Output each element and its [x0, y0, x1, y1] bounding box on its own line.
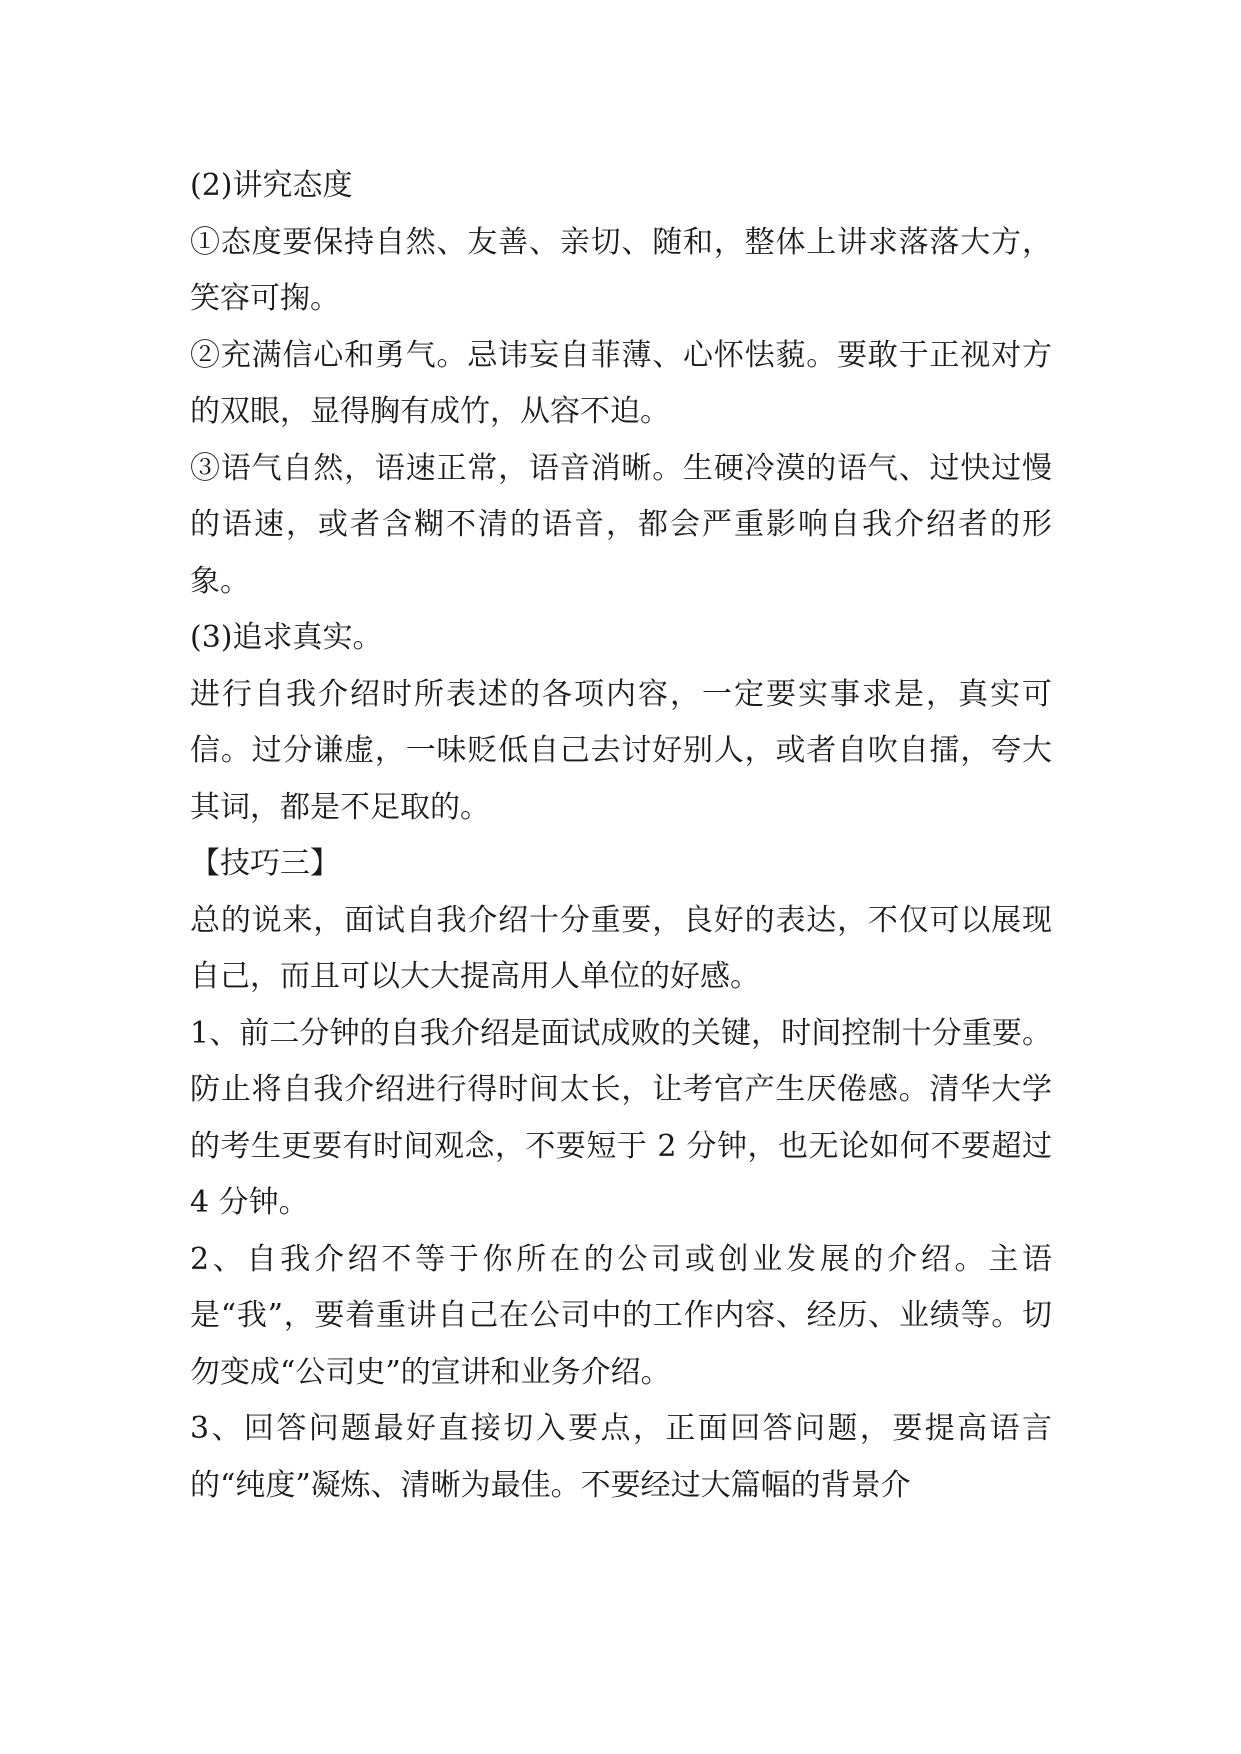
paragraph-attitude-2: ②充满信心和勇气。忌讳妄自菲薄、心怀怯藐。要敢于正视对方的双眼，显得胸有成竹，从容不迫。: [190, 337, 1052, 429]
paragraph-point-1: 1、前二分钟的自我介绍是面试成败的关键，时间控制十分重要。防止将自我介绍进行得时间太长，让考官产生厌倦感。清华大学的考生更要有时间观念，不要短于 2 分钟，也无论如何不要超过 4 分钟。: [190, 1015, 1052, 1220]
paragraph-attitude-1: ①态度要保持自然、友善、亲切、随和，整体上讲求落落大方，笑容可掬。: [190, 224, 1052, 316]
section-heading-tip-three: 【技巧三】: [190, 846, 340, 881]
document-body: [190, 158, 1052, 1514]
paragraph-attitude-3: ③语气自然，语速正常，语音消晰。生硬冷漠的语气、过快过慢的语速，或者含糊不清的语音，都会严重影响自我介绍者的形象。: [190, 450, 1052, 599]
paragraph-point-3: 3、回答问题最好直接切入要点，正面回答问题，要提高语言的“纯度”凝炼、清晰为最佳。不要经过大篇幅的背景介: [190, 1411, 1052, 1503]
section-heading-attitude: (2)讲究态度: [190, 168, 353, 203]
paragraph-point-2: 2、自我介绍不等于你所在的公司或创业发展的介绍。主语是“我”，要着重讲自己在公司中的工作内容、经历、业绩等。切勿变成“公司史”的宣讲和业务介绍。: [190, 1241, 1052, 1390]
section-heading-truth: (3)追求真实。: [190, 620, 383, 655]
paragraph-truth: 进行自我介绍时所表述的各项内容，一定要实事求是，真实可信。过分谦虚，一味贬低自己去讨好别人，或者自吹自擂，夸大其词，都是不足取的。: [190, 676, 1052, 825]
paragraph-summary: 总的说来，面试自我介绍十分重要，良好的表达，不仅可以展现自己，而且可以大大提高用人单位的好感。: [190, 902, 1052, 994]
